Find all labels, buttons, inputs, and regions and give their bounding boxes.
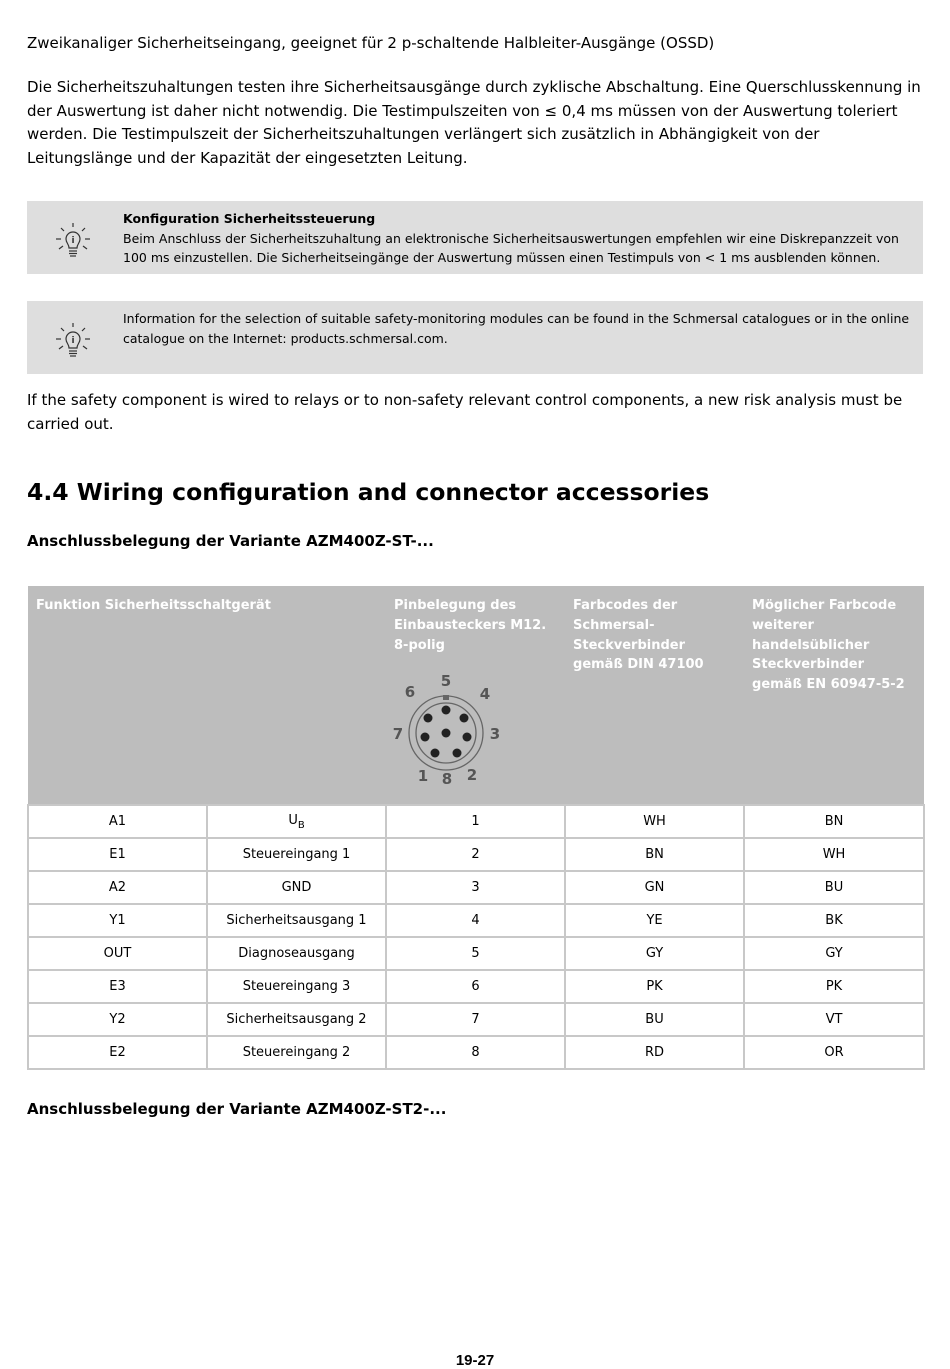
table-row [28, 1003, 924, 1036]
function-label: U [288, 812, 298, 828]
function-subscript: B [297, 819, 305, 831]
svg-text:i: i [71, 236, 75, 246]
function-cell [207, 970, 386, 1003]
din-color-cell: GN [565, 871, 744, 904]
note-body: Beim Anschluss der Sicherheitszuhaltung an elektronische Sicherheitsauswertungen empfehlen wir eine Diskrepanzzeit von 100 ms einzustellen. Die Sicherheitseingänge der Auswertung müssen einen Testimpuls von < 1 ms ausblenden können. [123, 230, 899, 265]
function-cell [207, 1003, 386, 1036]
section-title: 4.4 Wiring configuration and connector accessories [27, 478, 710, 506]
en-color-cell: BN [744, 805, 924, 838]
table-row [28, 838, 924, 871]
function-cell [207, 1036, 386, 1069]
note-configuration [27, 201, 923, 274]
header-pin-label: Pinbelegung des Einbausteckers M12. 8-polig [394, 598, 547, 653]
function-label: GND [281, 880, 312, 895]
function-cell [207, 805, 386, 838]
din-color-cell: BU [565, 1003, 744, 1036]
svg-text:i: i [71, 336, 75, 346]
en-color-cell: VT [744, 1003, 924, 1036]
pin-cell: 6 [386, 970, 565, 1003]
info-bulb-icon [53, 221, 93, 261]
pin-cell: 3 [386, 871, 565, 904]
terminal-cell: A1 [28, 805, 207, 838]
pin-cell: 1 [386, 805, 565, 838]
en-color-cell: OR [744, 1036, 924, 1069]
pin-label-8: 8 [441, 770, 453, 789]
subheading-variant-st: Anschlussbelegung der Variante AZM400Z-ST-... [27, 532, 434, 550]
table-row [28, 904, 924, 937]
pin-cell: 5 [386, 937, 565, 970]
note-title: Konfiguration Sicherheitssteuerung [123, 211, 376, 226]
pin-cell: 8 [386, 1036, 565, 1069]
pin-cell: 4 [386, 904, 565, 937]
intro-line: Zweikanaliger Sicherheitseingang, geeignet für 2 p-schaltende Halbleiter-Ausgänge (OSSD) [27, 34, 715, 52]
function-label: Sicherheitsausgang 1 [226, 913, 367, 928]
risk-analysis-paragraph: If the safety component is wired to relays or to non-safety relevant control components, a new risk analysis must be carried out. [27, 391, 903, 433]
header-function: Funktion Sicherheitsschaltgerät [28, 586, 386, 805]
en-color-cell: PK [744, 970, 924, 1003]
function-label: Steuereingang 2 [242, 1045, 351, 1060]
note-body: Information for the selection of suitable safety-monitoring modules can be found in the Schmersal catalogues or in the online catalogue on the Internet: products.schmersal.com. [123, 311, 910, 346]
table-row [28, 1036, 924, 1069]
terminal-cell: E1 [28, 838, 207, 871]
page-number: 19-27 [455, 1352, 495, 1369]
din-color-cell: WH [565, 805, 744, 838]
table-row [28, 871, 924, 904]
test-pulse-paragraph: Die Sicherheitszuhaltungen testen ihre Sicherheitsausgänge durch zyklische Abschaltung. Eine Querschlusskennung in der Auswertung ist daher nicht notwendig. Die Testimpulszeiten von ≤ 0,4 ms müssen von der Auswertung toleriert werden. Die Testimpulszeit der Sicherheitszuhaltungen verlängert sich zusätzlich in Abhängigkeit von der Leitungslänge und der Kapazität der eingesetzten Leitung. [27, 78, 921, 167]
table-row [28, 805, 924, 838]
pin-cell: 7 [386, 1003, 565, 1036]
function-cell [207, 904, 386, 937]
din-color-cell: GY [565, 937, 744, 970]
m12-connector-pinout-diagram [394, 671, 504, 789]
function-cell [207, 871, 386, 904]
header-din: Farbcodes der Schmersal-Steckverbinder gemäß DIN 47100 [565, 586, 744, 805]
terminal-cell: A2 [28, 871, 207, 904]
pin-label-6: 6 [404, 683, 416, 702]
function-cell [207, 838, 386, 871]
function-label: Sicherheitsausgang 2 [226, 1012, 367, 1027]
pin-label-5: 5 [440, 672, 452, 691]
din-color-cell: BN [565, 838, 744, 871]
en-color-cell: BK [744, 904, 924, 937]
din-color-cell: PK [565, 970, 744, 1003]
din-color-cell: YE [565, 904, 744, 937]
function-label: Steuereingang 1 [242, 847, 351, 862]
pin-label-2: 2 [466, 766, 478, 785]
pin-label-3: 3 [489, 725, 501, 744]
terminal-cell: OUT [28, 937, 207, 970]
function-label: Steuereingang 3 [242, 979, 351, 994]
pin-label-1: 1 [417, 767, 429, 786]
wiring-table [27, 586, 925, 1070]
pin-label-7: 7 [392, 725, 404, 744]
header-pin [386, 586, 565, 805]
en-color-cell: GY [744, 937, 924, 970]
function-label: Diagnoseausgang [238, 946, 355, 961]
info-bulb-icon [53, 321, 93, 361]
function-cell [207, 937, 386, 970]
note-catalogue [27, 301, 923, 374]
header-en: Möglicher Farbcode weiterer handelsüblicher Steckverbinder gemäß EN 60947-5-2 [744, 586, 924, 805]
en-color-cell: BU [744, 871, 924, 904]
pin-cell: 2 [386, 838, 565, 871]
pin-label-4: 4 [479, 685, 491, 704]
terminal-cell: E2 [28, 1036, 207, 1069]
terminal-cell: Y1 [28, 904, 207, 937]
table-row [28, 937, 924, 970]
subheading-variant-st2: Anschlussbelegung der Variante AZM400Z-ST2-... [27, 1100, 447, 1118]
terminal-cell: E3 [28, 970, 207, 1003]
table-row [28, 970, 924, 1003]
terminal-cell: Y2 [28, 1003, 207, 1036]
din-color-cell: RD [565, 1036, 744, 1069]
en-color-cell: WH [744, 838, 924, 871]
